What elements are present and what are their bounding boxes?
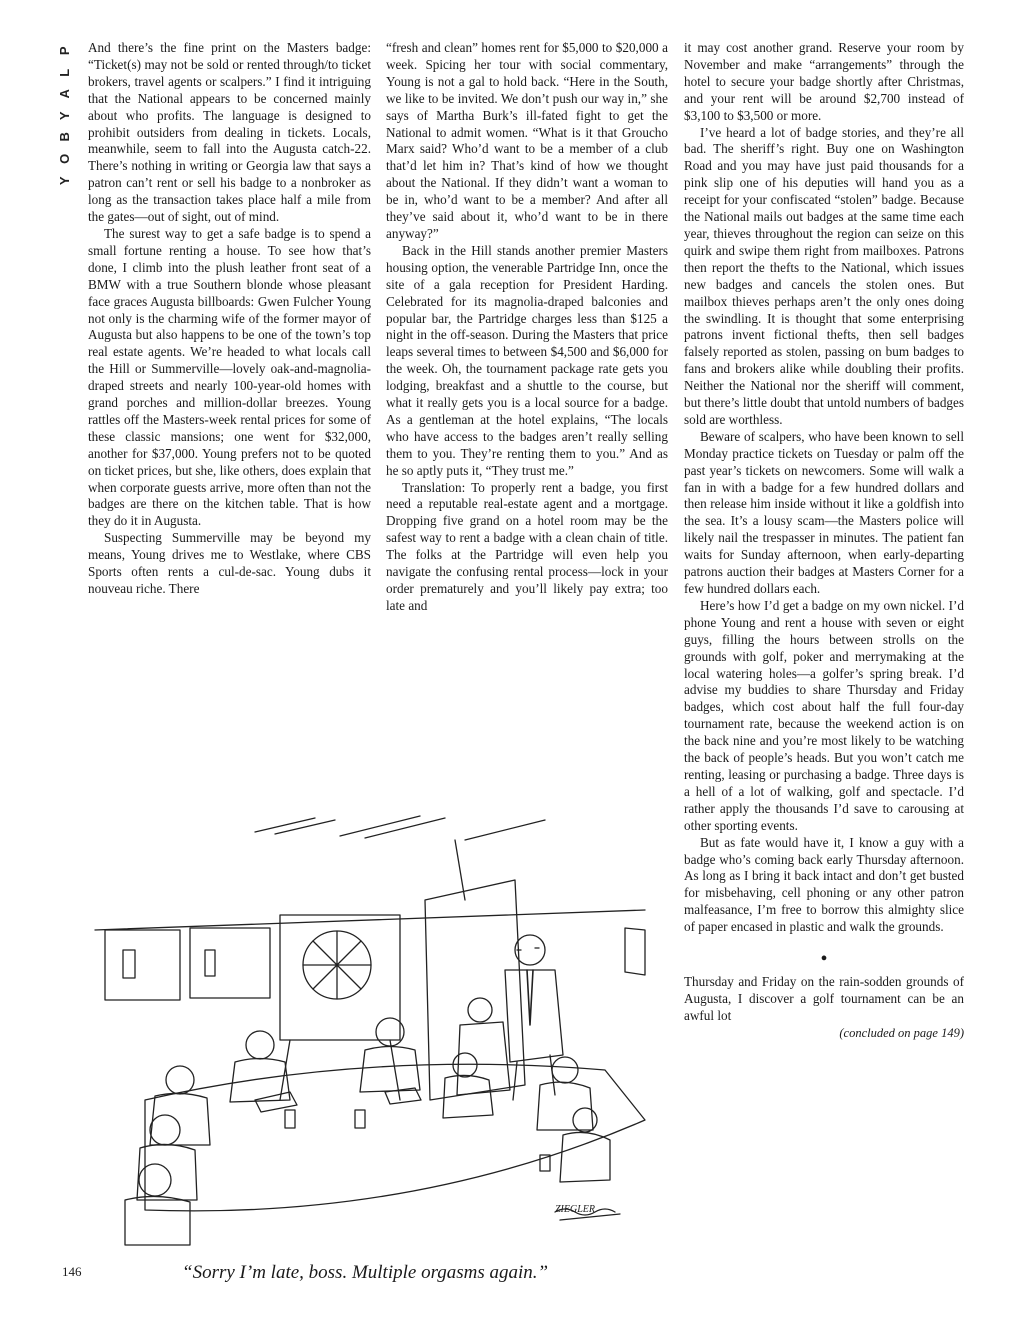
cup-icon <box>355 1110 365 1128</box>
cartoon-illustration <box>85 800 675 1250</box>
magazine-name-letter: P <box>57 46 73 56</box>
paragraph: Suspecting Summerville may be beyond my means, Young drives me to Westlake, where CBS Sports often rents a cul-de-sac. Young dubs it nouveau riche. There <box>88 530 371 596</box>
magazine-name-letter: Y <box>57 111 73 120</box>
magazine-name-letter: O <box>57 153 73 164</box>
paragraph: Translation: To properly rent a badge, you first need a reputable real-estate agent and a mortgage. Dropping five grand on a hotel room may be the safest way to rent a badge with a clean chain of title. The folks at the Partridge will even help you navigate the confusing rental process—lock in your order prematurely and you’ll likely pay extra; too late and <box>386 479 668 613</box>
article-column-1 <box>88 40 371 598</box>
paragraph: The surest way to get a safe badge is to spend a small fortune renting a house. To see how that’s done, I climb into the plush leather front seat of a BMW with a true Southern blonde whose pleasant face graces Augusta billboards: Gwen Fulcher Young not only is the charming wife of the former mayor of Augusta but also happens to be one of the town’s top real estate agents. We’re headed to what locals call the Hill or Summerville—lovely oak-and-magnolia-draped streets and nearly 100-year-old homes with grand porches and million-dollar breezes. Young rattles off the Masters-week rental prices for some of these classic mansions; one went for $32,000, another for $37,000. Young prefers not to be quoted on ticket prices, but she, like others, does explain that when corporate guests arrive, more often than not the badges are there on the kitchen table. That is how they do it in Augusta. <box>88 225 371 529</box>
article-column-2 <box>386 40 668 615</box>
boss-body <box>505 970 563 1062</box>
continued-note: (concluded on page 149) <box>839 1025 964 1040</box>
signature-text: ZIEGLER <box>555 1204 595 1215</box>
magazine-name-vertical <box>55 40 75 191</box>
paragraph: Beware of scalpers, who have been known to sell Monday practice tickets on Tuesday or palm off the past year’s tickets on newcomers. Some will walk a fan in with a badge for a few hundred dollars and then release him inside without it like a goldfish into the sea. It’s a lousy scam—the Masters police will likely nail the trespasser in minutes. The patient fan waits for Sunday afternoon, when early-departing patrons auction their badges at Masters Corner for a few hundred dollars each. <box>684 428 964 596</box>
paragraph: it may cost another grand. Reserve your room by November and make “arrangements” through the hotel to secure your badge shortly after Christmas, and your rent will be around $2,700 instead of $3,100 to $3,500 or more. <box>684 40 964 123</box>
article-column-3 <box>684 40 964 1042</box>
paragraph: Back in the Hill stands another premier Masters housing option, the venerable Partridge Inn, once the site of a gala reception for President Harding. Celebrated for its magnolia-draped balconies and popular bar, the Partridge charges less than $125 a night in the off-season. During the Masters that price leaps several times to between $4,500 and $6,000 for the week. Oh, the tournament package rate gets you lodging, breakfast and a shuttle to the course, but what it really gets you is a local source for a badge. As a gentleman at the hotel explains, “The locals who have access to the badges aren’t really selling them to you. They’re renting them to you.” And as he so aptly puts it, “They trust me.” <box>386 242 668 478</box>
paragraph: I’ve heard a lot of badge stories, and they’re all bad. The sheriff’s right. Buy one on Washington Road and you may have just paid thousands for a pink slip one of his deputies will hand you as a receipt for your confiscated “stolen” badge. Because the National mails out badges at the same time each year, thieves throughout the region can seize on this quirk and swipe them right from mailboxes. Patrons then report the thefts to the National, which issues new badges and cancels the stolen ones. But mailbox thieves perhaps aren’t the only ones doing the swindling. It is thought that some enterprising patrons invent fictional thefts, then sell badges falsely reported as stolen, passing on bum badges to fans and brokers alike while doubling their profits. Neither the National nor the sheriff will comment, but there’s little doubt that untold numbers of badges sold are worthless. <box>684 124 964 427</box>
paragraph: Here’s how I’d get a badge on my own nickel. I’d phone Young and rent a house with seven or eight guys, filling the hours between strolls on the grounds with golf, poker and merrymaking at the local watering holes—a golfer’s spring break. I’d advise my buddies to share Thursday and Friday badges, which cost about half the full four-day tournament rate, because the weekend action is on the back nine and you’re most likely to be watching the back of people’s heads. But you won’t catch me renting, leasing or purchasing a badge. Three days is a hell of a lot of walking, golf and spectacle. I’d rather apply the thousands I’d save to carousing at other sporting events. <box>684 597 964 833</box>
section-break-bullet: • <box>820 948 828 971</box>
paragraph: “fresh and clean” homes rent for $5,000 to $20,000 a week. Spicing her tour with social commentary, Young is not a gal to hold back. “Here in the South, we like to be invited. We don’t push our way in,” she says of Martha Burk’s ill-fated fight to get the National to admit women. “What is it that Groucho Marx said? Who’d want to be a member of a club that’d let him in? That’s kind of how we thought about the National. If they didn’t want a woman to be in, who’d want to be a member? And after all they’ve said about it, who’d want to be in there anyway?” <box>386 40 668 241</box>
magazine-name-letter: A <box>57 89 73 99</box>
ceiling-light-icon <box>340 816 445 838</box>
conference-table <box>145 1064 645 1211</box>
cartoon-caption: “Sorry I’m late, boss. Multiple orgasms again.” <box>182 1262 549 1283</box>
paragraph: But as fate would have it, I know a guy with a badge who’s coming back early Thursday afternoon. As long as I bring it back intact and don’t get busted for misbehaving, cell phoning or any other patron malfeasance, I’m free to borrow this almighty slice of paper encased in plastic and walk the grounds. <box>684 834 964 935</box>
ceiling-light-icon <box>255 818 335 834</box>
magazine-name-letter: L <box>57 68 73 77</box>
doorway <box>425 880 525 1100</box>
magazine-name-letter: B <box>57 132 73 142</box>
ceiling-light-icon <box>465 820 545 840</box>
cup-icon <box>285 1110 295 1128</box>
wall-frame <box>105 930 180 1000</box>
magazine-name-letter: Y <box>57 176 73 185</box>
page-number: 146 <box>62 1264 82 1279</box>
wall-frame <box>190 928 270 998</box>
paragraph: Thursday and Friday on the rain-sodden grounds of Augusta, I discover a golf tournament can be an awful lot <box>684 974 964 1023</box>
paragraph: And there’s the fine print on the Masters badge: “Ticket(s) may not be sold or rented through/to ticket brokers, travel agents or scalpers.” I find it intriguing that the National appears to be concerned mainly about who profits. The language is designed to prohibit outsiders from dealing in tickets. Locals, meanwhile, seem to fall into the Augusta catch-22. There’s nothing in writing or Georgia law that says a patron can’t rent or sell his badge to a nonbroker as long as the transaction takes place half a mile from the gates—out of sight, out of mind. <box>88 40 371 225</box>
